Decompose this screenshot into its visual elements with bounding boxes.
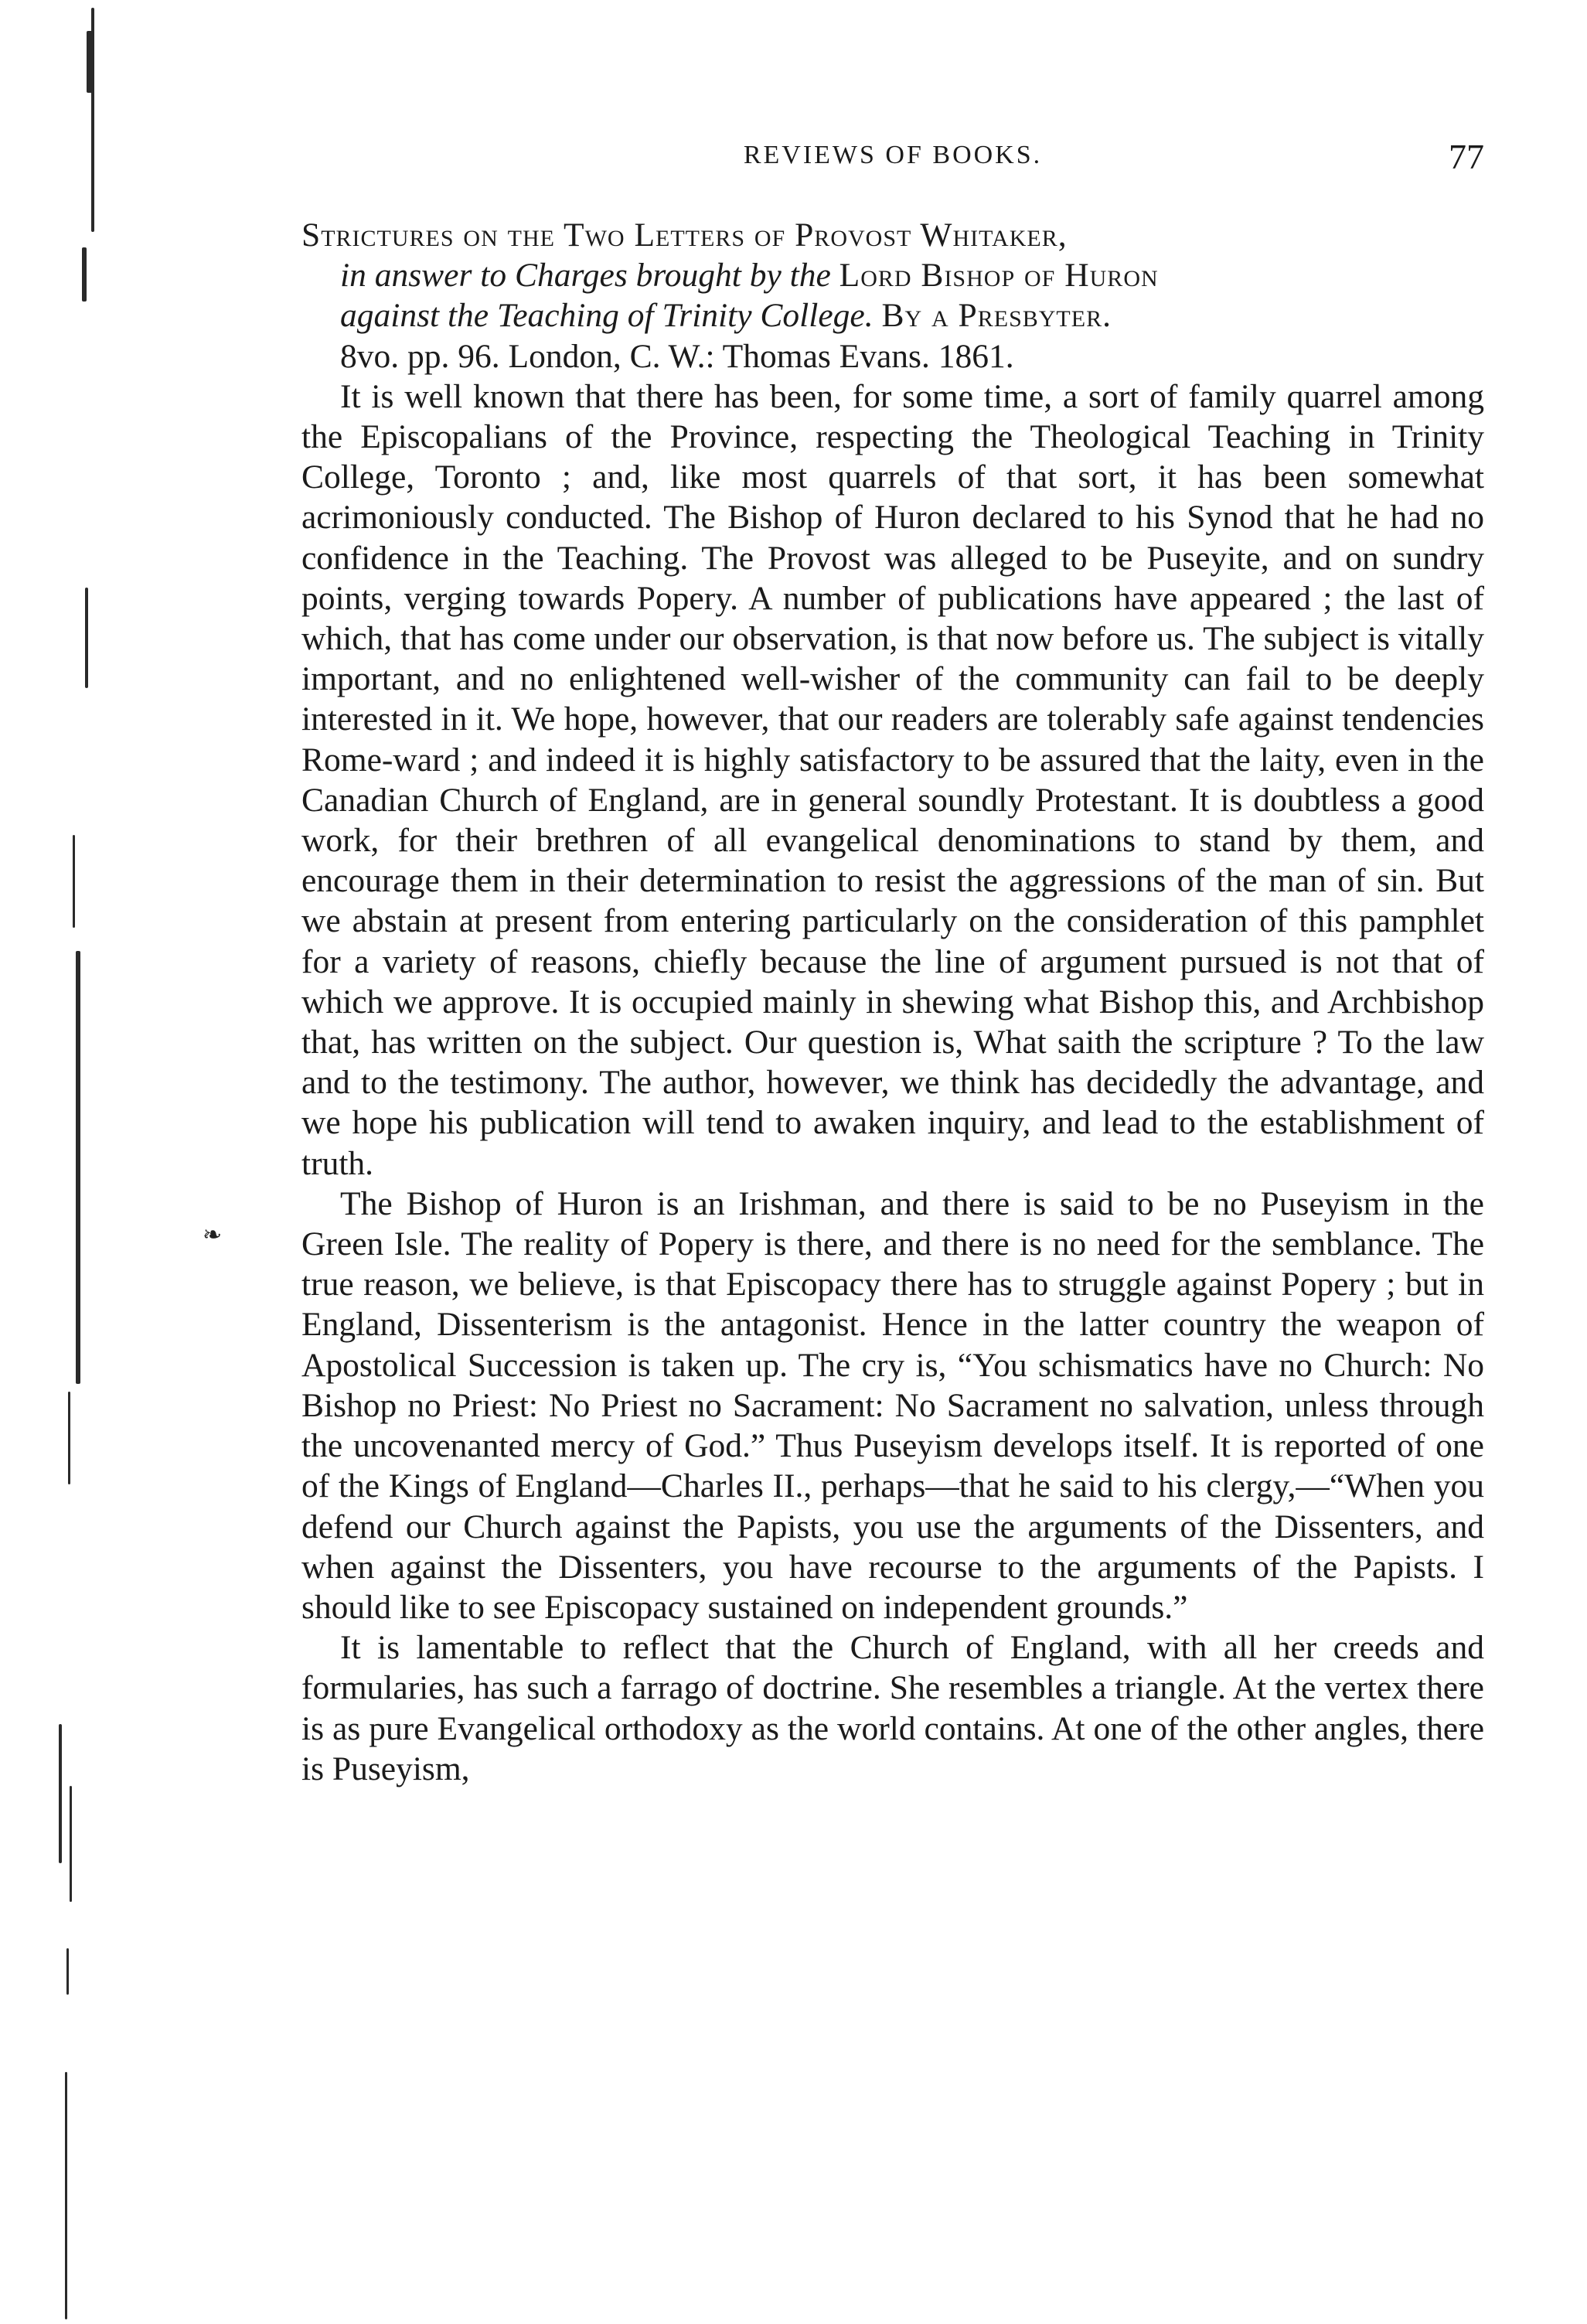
running-head (301, 136, 1484, 182)
book-entry-heading (301, 215, 1484, 377)
running-title: REVIEWS OF BOOKS. (743, 141, 1043, 169)
entry-subtitle-part: in answer to Charges brought by the (340, 257, 831, 295)
page-number: 77 (1449, 137, 1484, 176)
entry-author-title: Lord Bishop of Huron (839, 257, 1159, 295)
entry-imprint: 8vo. pp. 96. London, C. W.: Thomas Evans. 1861. (340, 337, 1014, 375)
margin-ornament-icon: ❧ (203, 1222, 223, 1248)
entry-author: By a Presbyter. (881, 297, 1112, 335)
paragraph: It is lamentable to reflect that the Church of England, with all her creeds and formularies, has such a farrago of doctrine. She resembles a triangle. At the vertex there is as pure Evangelical orthodoxy as the world contains. At one of the other angles, there is Puseyism, (301, 1629, 1484, 1787)
paragraph: It is well known that there has been, for some time, a sort of family quarrel among the Episcopalians of the Province, respecting the Theological Teaching in Trinity College, Toronto ; and, like most quarrels of that sort, it has been somewhat acrimoniously conducted. The Bishop of Huron declared to his Synod that he had no confidence in the Teaching. The Provost was alleged to be Puseyite, and on sundry points, verging towards Popery. A number of publications have appeared ; the last of which, that has come under our observation, is that now before us. The subject is vitally important, and no enlightened well-wisher of the community can fail to be deeply interested in it. We hope, however, that our readers are tolerably safe against tendencies Rome-ward ; and indeed it is highly satisfactory to be assured that the laity, even in the Canadian Church of England, are in general soundly Protestant. It is doubtless a good work, for their brethren of all evangelical denominations to stand by them, and encourage them in their determination to resist the aggressions of the man of sin. But we abstain at present from entering particularly on the consideration of this pamphlet for a variety of reasons, chiefly because the line of argument pursued is not that of which we approve. It is occupied mainly in shewing what Bishop this, and Archbishop that, has written on the subject. Our question is, What saith the scripture ? To the law and to the testimony. The author, however, we think has decidedly the advantage, and we hope his publication will tend to awaken inquiry, and lead to the establishment of truth. (301, 377, 1484, 1182)
paragraph: The Bishop of Huron is an Irishman, and there is said to be no Puseyism in the Green Isle. The reality of Popery is there, and there is no need for the semblance. The true reason, we believe, is that Episcopacy there has to struggle against Popery ; but in England, Dissenterism is the antagonist. Hence in the latter country the weapon of Apostolical Succession is taken up. The cry is, “You schismatics have no Church: No Bishop no Priest: No Priest no Sacrament: No Sacrament no salvation, unless through the uncovenanted mercy of God.” Thus Puseyism develops itself. It is reported of one of the Kings of England—Charles II., perhaps—that he said to his clergy,—“When you defend our Church against the Papists, you use the arguments of the Dissenters, and when against the Dissenters, you have recourse to the arguments of the Papists. I should like to see Episcopacy sustained on independent grounds.” (301, 1184, 1484, 1626)
entry-title: Strictures on the Two Letters of Provost Whitaker, (301, 216, 1068, 254)
entry-subtitle-part: against the Teaching of Trinity College. (340, 297, 874, 335)
text-block (301, 215, 1484, 1789)
